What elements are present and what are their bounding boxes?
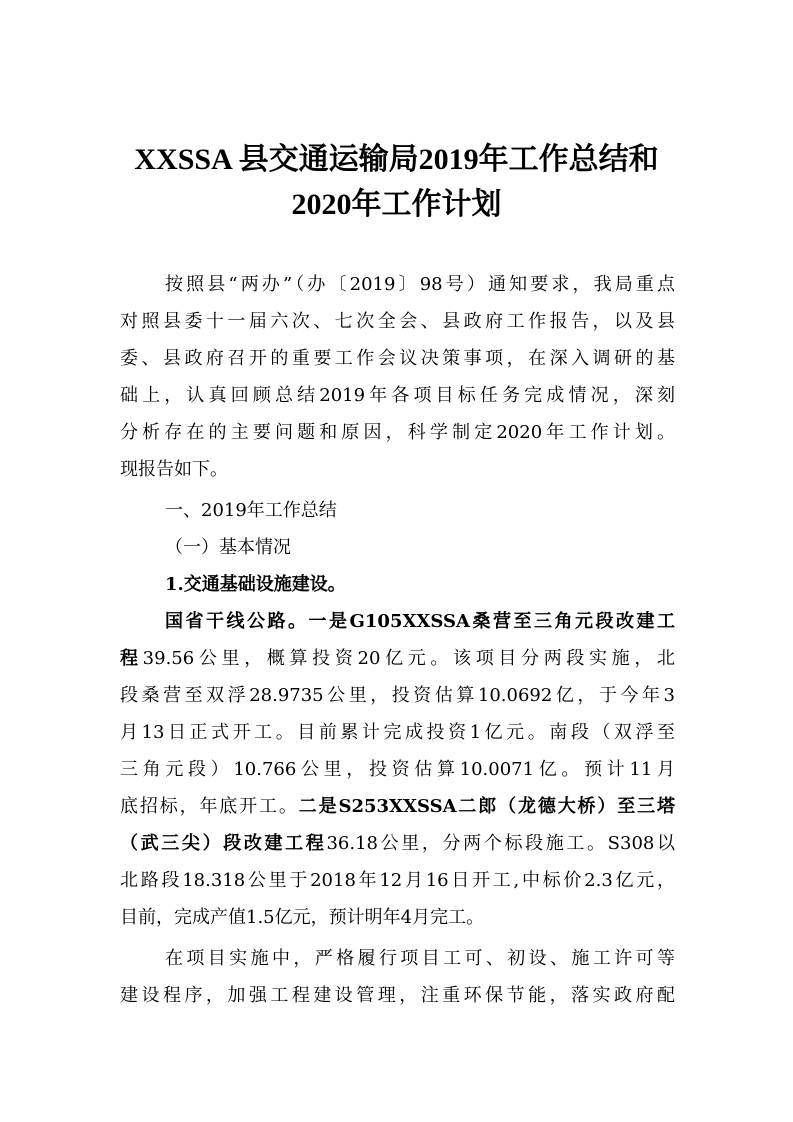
intro-line: 对照县委十一届六次、七次全会、县政府工作报告，以及县 [120, 311, 675, 332]
bold-run: 二是S253XXSSA二郎（龙德大桥）至三塔 [298, 796, 676, 817]
text-run: 39.56公里，概算投资20亿元。该项目分两段实施，北 [142, 648, 676, 669]
text-run: 底招标，年底开工。 [120, 796, 299, 817]
para1-line: 三角元段）10.766公里，投资估算10.0071亿。预计11月 [120, 759, 675, 780]
para1-line: 北路段18.318公里于2018年12月16日开工,中标价2.3亿元， [120, 870, 675, 891]
document-body [120, 266, 675, 1014]
para1-line: 目前，完成产值1.5亿元，预计明年4月完工。 [120, 907, 485, 928]
subsection-heading: （一）基本情况 [165, 537, 291, 558]
item-heading: 1.交通基础设施建设。 [165, 574, 346, 595]
intro-line: 按照县“两办”（办〔2019〕98号）通知要求，我局重点 [165, 274, 675, 295]
document-title-line-1: XXSSA 县交通运输局2019年工作总结和 [134, 143, 659, 176]
para1-line: 国省干线公路。一是G105XXSSA桑营至三角元段改建工 [165, 611, 675, 632]
para2-line: 在项目实施中，严格履行项目工可、初设、施工许可等 [165, 948, 675, 969]
para1-line: 月13日正式开工。目前累计完成投资1亿元。南段（双浮至 [120, 722, 675, 743]
para1-line: 段桑营至双浮28.9735公里，投资估算10.0692亿，于今年3 [120, 685, 675, 706]
document-title-line-2: 2020年工作计划 [291, 188, 502, 221]
intro-line: 础上，认真回顾总结2019年各项目标任务完成情况，深刻 [120, 385, 675, 406]
intro-line: 委、县政府召开的重要工作会议决策事项，在深入调研的基 [120, 348, 675, 369]
para1-line [120, 640, 675, 677]
intro-line: 分析存在的主要问题和原因，科学制定2020年工作计划。 [120, 422, 675, 443]
text-run: 36.18公里，分两个标段施工。S308以 [326, 833, 676, 854]
bold-run: 程 [120, 648, 143, 669]
intro-line: 现报告如下。 [120, 459, 228, 480]
para1-line [120, 825, 675, 862]
para2-line: 建设程序，加强工程建设管理，注重环保节能，落实政府配 [120, 985, 675, 1006]
bold-run: （武三尖）段改建工程 [120, 833, 327, 854]
section-heading: 一、2019年工作总结 [165, 500, 337, 521]
para1-line [120, 788, 675, 825]
